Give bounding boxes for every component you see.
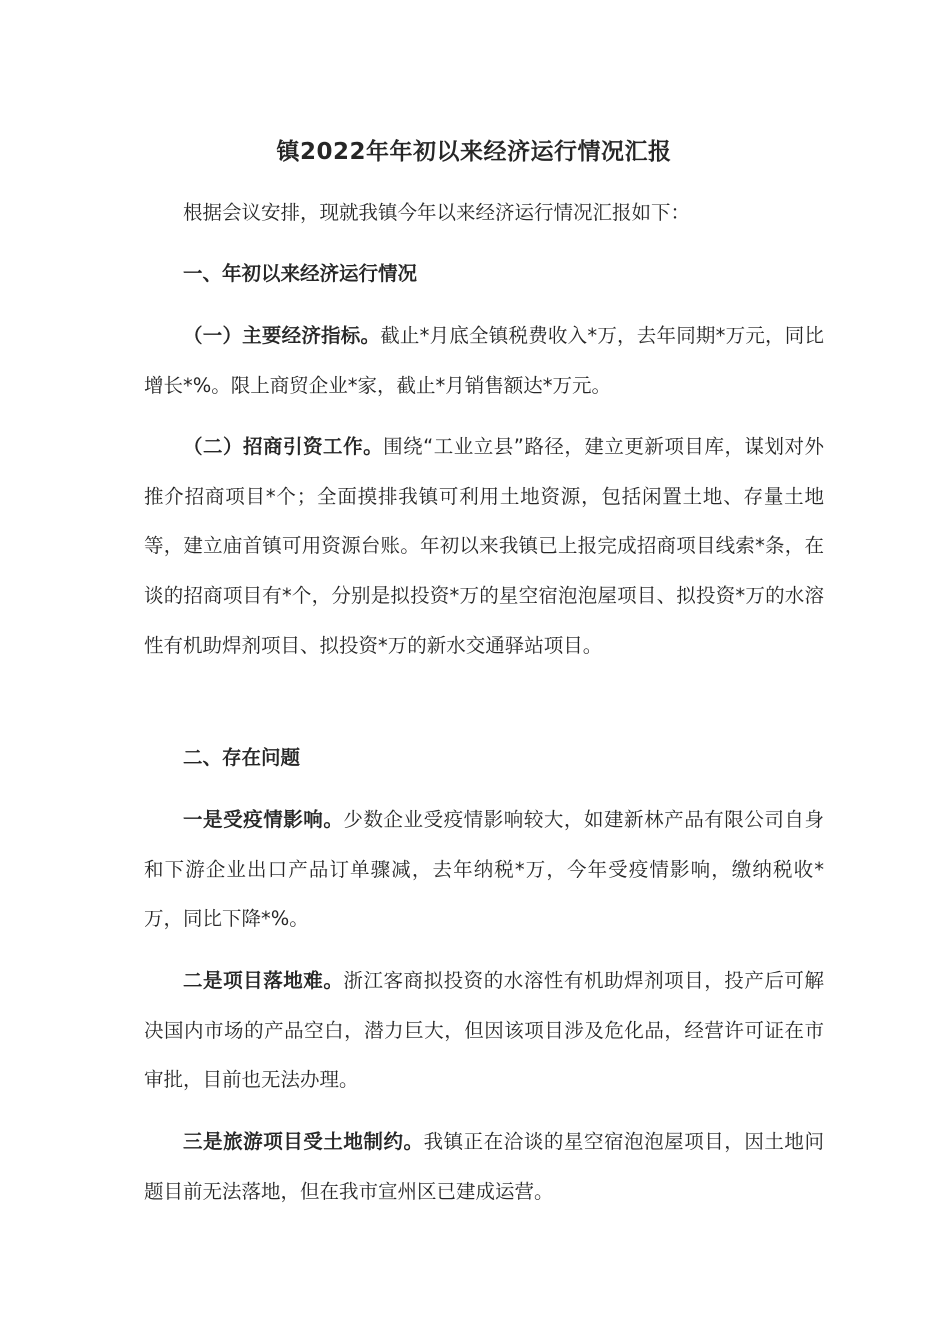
paragraph-lead: 一是受疫情影响。 — [183, 808, 344, 831]
paragraph-main-indicators — [144, 311, 824, 410]
paragraph-text: 少数企业受疫情影响较大，如建新林产品有限公司自身和下游企业出口产品订单骤减，去年纳税*万，今年受疫情影响，缴纳税收*万，同比下降*%。 — [144, 808, 824, 931]
paragraph-issue-tourism-land — [144, 1117, 824, 1216]
paragraph-text: 截止*月底全镇税费收入*万，去年同期*万元，同比增长*%。限上商贸企业*家，截止*月销售额达*万元。 — [144, 324, 824, 397]
paragraph-lead: 二是项目落地难。 — [183, 969, 344, 992]
section-heading-existing-problems: 二、存在问题 — [183, 746, 301, 769]
paragraph-lead: 三是旅游项目受土地制约。 — [183, 1130, 424, 1153]
paragraph-text: 围绕“工业立县”路径，建立更新项目库，谋划对外推介招商项目*个；全面摸排我镇可利用土地资源，包括闲置土地、存量土地等，建立庙首镇可用资源台账。年初以来我镇已上报完成招商项目线索*条，在谈的招商项目有*个，分别是拟投资*万的星空宿泡泡屋项目、拟投资*万的水溶性有机助焊剂项目、拟投资*万的新水交通驿站项目。 — [144, 435, 824, 657]
paragraph-issue-project-landing — [144, 956, 824, 1105]
paragraph-text: 浙江客商拟投资的水溶性有机助焊剂项目，投产后可解决国内市场的产品空白，潜力巨大，但因该项目涉及危化品，经营许可证在市审批，目前也无法办理。 — [144, 969, 824, 1092]
intro-paragraph: 根据会议安排，现就我镇今年以来经济运行情况汇报如下： — [183, 201, 691, 224]
section-heading-economic-operation: 一、年初以来经济运行情况 — [183, 262, 418, 285]
paragraph-lead: （二）招商引资工作。 — [183, 435, 384, 458]
document-title: 镇2022年年初以来经济运行情况汇报 — [276, 139, 672, 165]
paragraph-issue-epidemic — [144, 795, 824, 944]
paragraph-text: 我镇正在洽谈的星空宿泡泡屋项目，因土地问题目前无法落地，但在我市宣州区已建成运营。 — [144, 1130, 824, 1203]
paragraph-lead: （一）主要经济指标。 — [183, 324, 381, 347]
paragraph-investment-attraction — [144, 422, 824, 671]
